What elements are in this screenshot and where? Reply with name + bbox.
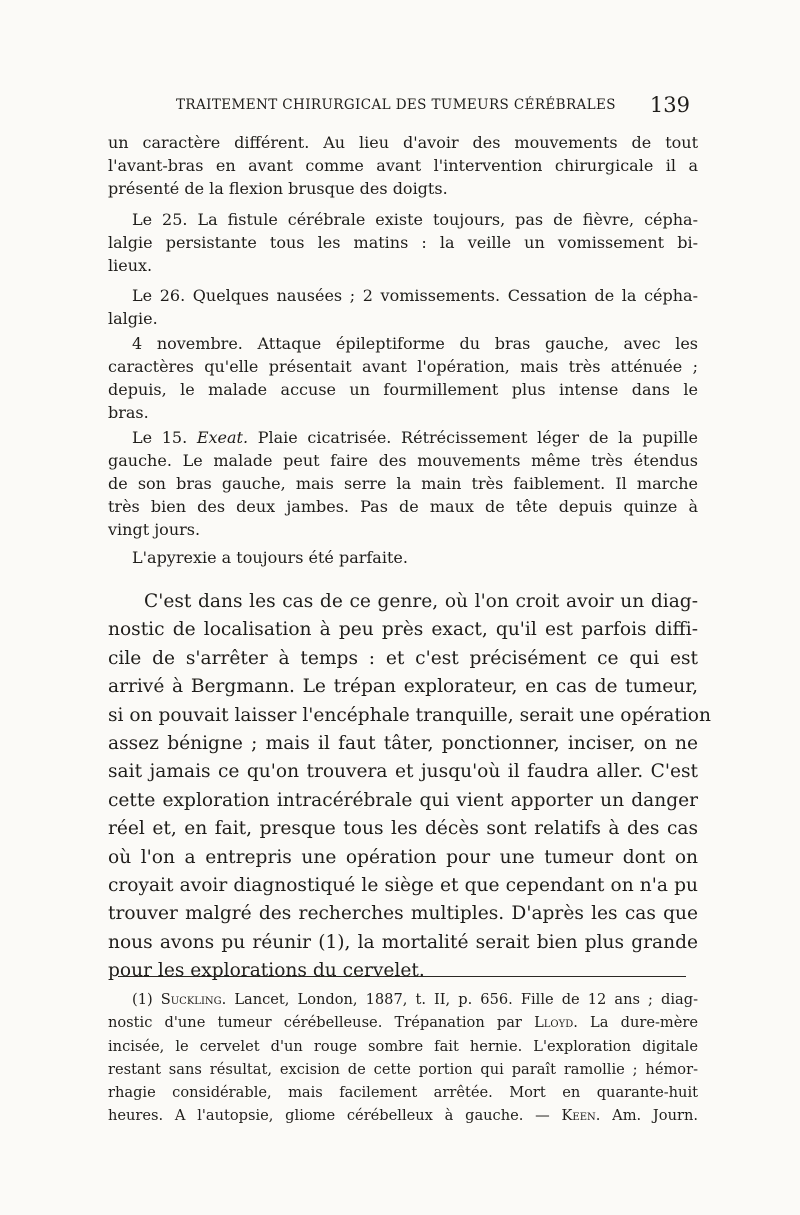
- text-line: rhagie considérable, mais facilement arrêtée. Mort en quarante-huit: [108, 1084, 698, 1102]
- text-line: arrivé à Bergmann. Le trépan explorateur, en cas de tumeur,: [108, 676, 698, 698]
- author-name: Lloyd.: [534, 1014, 578, 1032]
- text-line: lieux.: [108, 256, 153, 275]
- text-line: très bien des deux jambes. Pas de maux de tête depuis quinze à: [108, 497, 698, 516]
- text-line: vingt jours.: [108, 520, 201, 539]
- text-run: La dure-mère: [577, 1014, 698, 1032]
- text-run: heures. A l'autopsie, gliome cérébelleux à gauche. —: [108, 1107, 562, 1125]
- text-line: [108, 426, 698, 449]
- text-line: cette exploration intracérébrale qui vient apporter un danger: [108, 789, 698, 811]
- text-line: cile de s'arrêter à temps : et c'est précisément ce qui est: [108, 647, 698, 669]
- text-line: L'apyrexie a toujours été parfaite.: [132, 548, 408, 567]
- text-line: depuis, le malade accuse un fourmillement plus intense dans le: [108, 380, 698, 399]
- text-line: pour les explorations du cervelet.: [108, 960, 425, 982]
- text-line: croyait avoir diagnostiqué le siège et que cependant on n'a pu: [108, 874, 698, 896]
- text-run: Plaie cicatrisée. Rétrécissement léger de la pupille: [248, 428, 698, 447]
- text-line: 4 novembre. Attaque épileptiforme du bras gauche, avec les: [132, 334, 698, 353]
- running-head-title: TRAITEMENT CHIRURGICAL DES TUMEURS CÉRÉBRALES: [176, 97, 616, 113]
- running-head: [110, 93, 690, 117]
- text-line: nostic de localisation à peu près exact, qu'il est parfois diffi-: [108, 619, 698, 641]
- text-line: un caractère différent. Au lieu d'avoir des mouvements de tout: [108, 133, 698, 152]
- author-name: Keen.: [561, 1107, 601, 1125]
- author-name: Suckling.: [160, 991, 227, 1008]
- text-line: [108, 1104, 698, 1127]
- entry-le-15: [108, 426, 698, 541]
- footnote: [108, 988, 698, 1128]
- entry-4-novembre: [108, 332, 698, 424]
- text-line: présenté de la flexion brusque des doigts.: [108, 179, 448, 198]
- page-number: 139: [649, 93, 690, 117]
- text-line: lalgie persistante tous les matins : la veille un vomissement bi-: [108, 233, 698, 252]
- text-line: Le 26. Quelques nausées ; 2 vomissements. Cessation de la cépha-: [132, 286, 698, 305]
- text-line: nous avons pu réunir (1), la mortalité serait bien plus grande: [108, 931, 698, 953]
- entry-date: Le 15.: [132, 428, 197, 447]
- text-run: Lancet, London, 1887, t. II, p. 656. Fille de 12 ans ; diag-: [226, 991, 699, 1008]
- entry-le-26: [108, 284, 698, 330]
- exeat-italic: Exeat.: [196, 428, 249, 447]
- text-line: incisée, le cervelet d'un rouge sombre fait hernie. L'exploration digitale: [108, 1037, 698, 1055]
- footnote-rule: [118, 976, 686, 977]
- text-line: si on pouvait laisser l'encéphale tranquille, serait une opération: [108, 704, 711, 726]
- text-line: gauche. Le malade peut faire des mouvements même très étendus: [108, 451, 698, 470]
- text-line: [108, 1011, 698, 1034]
- text-line: trouver malgré des recherches multiples. D'après les cas que: [108, 903, 698, 925]
- text-line: C'est dans les cas de ce genre, où l'on croit avoir un diag-: [144, 591, 698, 612]
- text-line: restant sans résultat, excision de cette portion qui paraît ramollie ; hémor-: [108, 1060, 698, 1078]
- text-line: où l'on a entrepris une opération pour une tumeur dont on: [108, 846, 698, 868]
- text-line: Le 25. La fistule cérébrale existe toujours, pas de fièvre, cépha-: [132, 210, 698, 229]
- text-run: Am. Journ.: [600, 1107, 698, 1125]
- text-line: caractères qu'elle présentait avant l'opération, mais très atténuée ;: [108, 357, 698, 376]
- apyrexie-line: [108, 546, 698, 569]
- text-line: [108, 988, 698, 1011]
- footnote-mark: (1): [132, 991, 161, 1008]
- text-line: l'avant-bras en avant comme avant l'intervention chirurgicale il a: [108, 156, 698, 175]
- text-line: lalgie.: [108, 309, 158, 328]
- text-line: assez bénigne ; mais il faut tâter, ponctionner, inciser, on ne: [108, 732, 698, 754]
- text-line: sait jamais ce qu'on trouvera et jusqu'où il faudra aller. C'est: [108, 761, 698, 783]
- continuation-paragraph: [108, 131, 698, 200]
- text-run: nostic d'une tumeur cérébelleuse. Trépanation par: [108, 1014, 535, 1032]
- text-line: bras.: [108, 403, 149, 422]
- main-paragraph: [108, 588, 711, 985]
- entry-le-25: [108, 208, 698, 277]
- text-line: réel et, en fait, presque tous les décès sont relatifs à des cas: [108, 818, 698, 840]
- text-line: de son bras gauche, mais serre la main très faiblement. Il marche: [108, 474, 698, 493]
